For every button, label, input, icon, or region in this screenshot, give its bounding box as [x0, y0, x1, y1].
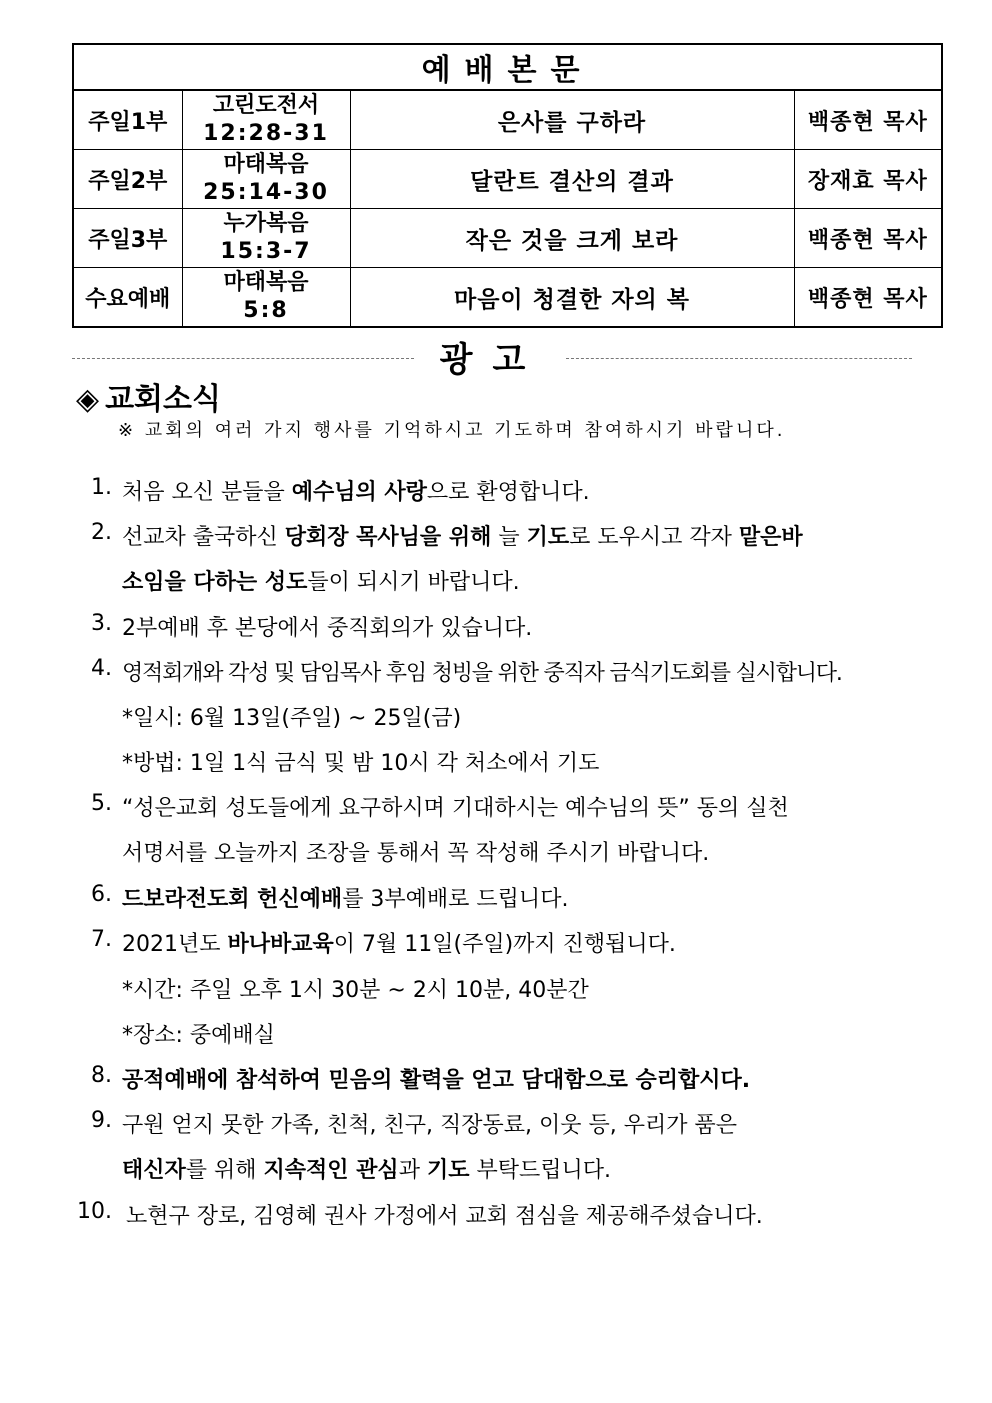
item-number: 1.	[91, 475, 112, 500]
scripture	[182, 150, 350, 209]
item-emphasis: 기도	[526, 525, 570, 550]
item-emphasis: 태신자	[122, 1158, 186, 1183]
item-emphasis: 바나바교육	[227, 932, 334, 957]
scripture-ref: 12:28-31	[203, 121, 329, 146]
item-emphasis: 기도	[426, 1158, 470, 1183]
item-text: “성은교회 성도들에게 요구하시며 기대하시는 예수님의 뜻” 동의 실천	[122, 796, 789, 821]
service-time: 수요예배	[73, 268, 182, 328]
item-number: 6.	[91, 882, 112, 907]
table-row	[73, 90, 942, 150]
item-number: 10.	[77, 1199, 112, 1224]
list-subitem: *장소: 중예배실	[122, 1023, 275, 1048]
preacher: 백종현 목사	[794, 90, 942, 150]
table-row	[73, 209, 942, 268]
item-emphasis: 소임을 다하는 성도	[122, 570, 308, 595]
preacher: 백종현 목사	[794, 209, 942, 268]
item-text: 선교차 출국하신	[122, 525, 285, 550]
item-text: 과	[398, 1158, 427, 1183]
item-emphasis: 당회장 목사님을 위해	[284, 525, 492, 550]
worship-table	[72, 43, 943, 328]
sermon-title: 달란트 결산의 결과	[350, 150, 794, 209]
item-emphasis: 드보라전도회 헌신예배	[122, 887, 343, 912]
diamond-icon: ◈	[76, 382, 100, 417]
item-emphasis: 공적예배에 참석하여 믿음의 활력을 얻고 담대함으로 승리합시다.	[122, 1068, 751, 1093]
item-number: 9.	[91, 1108, 112, 1133]
item-number: 5.	[91, 791, 112, 816]
scripture-book: 누가복음	[223, 211, 309, 236]
item-number: 7.	[91, 927, 112, 952]
item-number: 4.	[91, 656, 112, 681]
service-time: 주일2부	[73, 150, 182, 209]
item-text: 노현구 장로, 김영혜 권사 가정에서 교회 점심을 제공해주셨습니다.	[126, 1204, 763, 1229]
scripture	[182, 90, 350, 150]
item-text: 2부예배 후 본당에서 중직회의가 있습니다.	[122, 616, 533, 641]
item-text: 를 위해	[185, 1158, 264, 1183]
section-title: 교회소식	[105, 382, 221, 417]
list-item-continued	[122, 1153, 611, 1184]
list-subitem: *방법: 1일 1식 금식 및 밤 10시 각 처소에서 기도	[122, 751, 600, 776]
item-text: 2021년도	[122, 932, 228, 957]
sermon-title: 마음이 청결한 자의 복	[350, 268, 794, 328]
item-emphasis: 지속적인 관심	[263, 1158, 399, 1183]
item-number: 3.	[91, 611, 112, 636]
list-item-continued	[122, 565, 520, 596]
service-time: 주일1부	[73, 90, 182, 150]
section-heading	[76, 374, 221, 418]
scripture	[182, 209, 350, 268]
item-text: 영적회개와 각성 및 담임목사 후임 청빙을 위한 중직자 금식기도회를 실시합니다.	[122, 661, 842, 686]
item-text: 이 7월 11일(주일)까지 진행됩니다.	[333, 932, 676, 957]
divider-left	[72, 358, 414, 359]
sermon-title: 은사를 구하라	[350, 90, 794, 150]
worship-table-title: 예배본문	[73, 44, 942, 90]
item-text: 들이 되시기 바랍니다.	[307, 570, 520, 595]
sermon-title: 작은 것을 크게 보라	[350, 209, 794, 268]
item-text: 로 도우시고 각자	[569, 525, 739, 550]
divider-right	[566, 358, 912, 359]
scripture-book: 마태복음	[223, 270, 309, 295]
preacher: 장재효 목사	[794, 150, 942, 209]
item-text: 부탁드립니다.	[469, 1158, 611, 1183]
table-row	[73, 150, 942, 209]
scripture-ref: 25:14-30	[203, 180, 329, 205]
scripture-book: 고린도전서	[212, 93, 320, 118]
item-emphasis: 맡은바	[738, 525, 803, 550]
item-text: 늘	[491, 525, 527, 550]
list-item-continued: 서명서를 오늘까지 조장을 통해서 꼭 작성해 주시기 바랍니다.	[122, 841, 710, 866]
item-text: 으로 환영합니다.	[426, 480, 590, 505]
scripture-ref: 5:8	[243, 298, 289, 323]
list-subitem: *일시: 6월 13일(주일) ~ 25일(금)	[122, 706, 462, 731]
item-number: 2.	[91, 520, 112, 545]
ad-title: 광고	[439, 340, 546, 380]
item-text: 구원 얻지 못한 가족, 친척, 친구, 직장동료, 이웃 등, 우리가 품은	[122, 1113, 737, 1138]
item-text: 를 3부예배로 드립니다.	[342, 887, 569, 912]
service-time: 주일3부	[73, 209, 182, 268]
item-number: 8.	[91, 1063, 112, 1088]
section-note: ※ 교회의 여러 가지 행사를 기억하시고 기도하며 참여하시기 바랍니다.	[118, 420, 786, 441]
preacher: 백종현 목사	[794, 268, 942, 328]
scripture	[182, 268, 350, 328]
item-text: 처음 오신 분들을	[122, 480, 292, 505]
item-emphasis: 예수님의 사랑	[291, 480, 427, 505]
table-row	[73, 268, 942, 328]
list-subitem: *시간: 주일 오후 1시 30분 ~ 2시 10분, 40분간	[122, 978, 589, 1003]
scripture-ref: 15:3-7	[220, 239, 312, 264]
scripture-book: 마태복음	[223, 152, 309, 177]
